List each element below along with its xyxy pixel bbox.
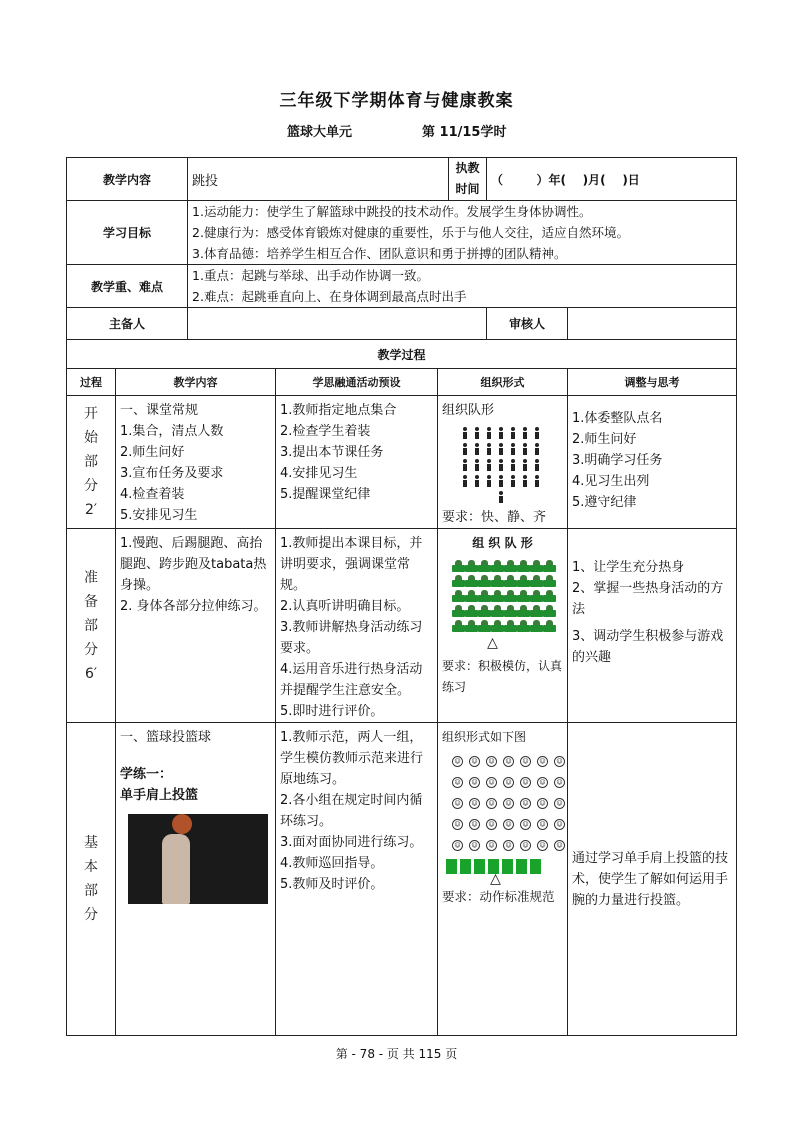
student-figure-icon	[486, 475, 492, 487]
goal-item: 3.体育品德：培养学生相互合作、团队意识和勇于拼搏的团队精神。	[192, 246, 567, 261]
student-figure-icon	[491, 620, 504, 632]
spacer	[474, 491, 480, 503]
student-figure-icon	[522, 443, 528, 455]
start-content: 一、课堂常规 1.集合，清点人数 2.师生问好 3.宣布任务及要求 4.检查着装 5.安排见习生	[116, 396, 276, 529]
student-figure-icon	[491, 590, 504, 602]
student-face-icon: ☺	[537, 798, 548, 809]
student-figure-icon	[465, 575, 478, 587]
student-figure-icon	[517, 560, 530, 572]
page-footer: 第 - 78 - 页 共 115 页	[335, 1047, 458, 1061]
keypoint-item: 1.重点：起跳与举球、出手动作协调一致。	[192, 268, 429, 283]
student-face-icon: ☺	[537, 819, 548, 830]
student-face-icon: ☺	[554, 819, 565, 830]
main-activities: 1.教师示范，两人一组，学生模仿教师示范来进行原地练习。 2.各小组在规定时间内循环练习。 3.面对面协同进行练习。 4.教师巡回指导。 5.教师及时评价。	[276, 723, 438, 1036]
student-figure-icon	[530, 590, 543, 602]
student-figure-icon	[543, 605, 556, 617]
goals-label: 学习目标	[67, 201, 188, 265]
col-header-reflection: 调整与思考	[568, 369, 737, 396]
student-figure-icon	[474, 459, 480, 471]
warmup-organization: 组 织 队 形 △ 要求：积极模仿，认真练习	[438, 529, 568, 723]
student-face-icon: ☺	[469, 798, 480, 809]
main-formation-diagram	[452, 756, 563, 851]
process-heading: 教学过程	[67, 340, 737, 369]
student-figure-icon	[504, 575, 517, 587]
keypoints-label: 教学重、难点	[67, 265, 188, 308]
student-figure-icon	[462, 427, 468, 439]
student-figure-icon	[486, 427, 492, 439]
teacher-triangle-icon: △	[490, 871, 501, 887]
start-organization: 组织队形 要求：快、静、齐	[438, 396, 568, 529]
col-header-phase: 过程	[67, 369, 116, 396]
spacer	[462, 491, 468, 503]
student-figure-icon	[478, 560, 491, 572]
student-face-icon: ☺	[452, 840, 463, 851]
student-face-icon: ☺	[554, 798, 565, 809]
keypoint-item: 2.难点：起跳垂直向上、在身体调到最高点时出手	[192, 289, 467, 304]
student-face-icon: ☺	[503, 777, 514, 788]
student-figure-icon	[452, 605, 465, 617]
team-marker-icon	[516, 859, 527, 874]
team-marker-icon	[502, 859, 513, 874]
student-figure-icon	[478, 590, 491, 602]
warmup-content: 1.慢跑、后踢腿跑、高抬腿跑、跨步跑及tabata热身操。 2. 身体各部分拉伸练习。	[116, 529, 276, 723]
student-figure-icon	[510, 443, 516, 455]
student-figure-icon	[504, 590, 517, 602]
student-figure-icon	[465, 560, 478, 572]
student-figure-icon	[462, 443, 468, 455]
spacer	[486, 491, 492, 503]
student-figure-icon	[543, 575, 556, 587]
reviewer-value	[568, 308, 737, 340]
student-figure-icon	[522, 459, 528, 471]
start-reflection: 1.体委整队点名 2.师生问好 3.明确学习任务 4.见习生出列 5.遵守纪律	[568, 396, 737, 529]
team-marker-icon	[474, 859, 485, 874]
jump-shot-photo	[128, 814, 268, 904]
student-face-icon: ☺	[503, 756, 514, 767]
student-face-icon: ☺	[469, 819, 480, 830]
student-figure-icon	[498, 443, 504, 455]
student-face-icon: ☺	[554, 777, 565, 788]
student-figure-icon	[452, 560, 465, 572]
student-face-icon: ☺	[520, 798, 531, 809]
student-figure-icon	[530, 575, 543, 587]
student-figure-icon	[486, 443, 492, 455]
phase-warmup: 准 备 部 分 6′	[67, 529, 116, 723]
student-figure-icon	[474, 427, 480, 439]
student-face-icon: ☺	[486, 798, 497, 809]
student-figure-icon	[452, 590, 465, 602]
student-figure-icon	[530, 620, 543, 632]
leader-figure-icon	[498, 491, 504, 503]
student-figure-icon	[452, 620, 465, 632]
student-face-icon: ☺	[469, 840, 480, 851]
student-figure-icon	[530, 605, 543, 617]
team-marker-icon	[446, 859, 457, 874]
content-label: 教学内容	[67, 158, 188, 201]
student-face-icon: ☺	[554, 840, 565, 851]
student-figure-icon	[462, 459, 468, 471]
student-figure-icon	[510, 427, 516, 439]
student-face-icon: ☺	[503, 840, 514, 851]
student-figure-icon	[462, 475, 468, 487]
warmup-activities: 1.教师提出本课目标，并讲明要求，强调课堂常规。 2.认真听讲明确目标。 3.教师讲解热身活动练习要求。 4.运用音乐进行热身活动并提醒学生注意安全。 5.即时进行评价。	[276, 529, 438, 723]
student-face-icon: ☺	[520, 819, 531, 830]
student-face-icon: ☺	[486, 840, 497, 851]
student-figure-icon	[510, 459, 516, 471]
col-header-content: 教学内容	[116, 369, 276, 396]
student-figure-icon	[534, 427, 540, 439]
student-face-icon: ☺	[486, 819, 497, 830]
warmup-formation-diagram	[452, 560, 563, 632]
student-figure-icon	[478, 620, 491, 632]
student-figure-icon	[474, 443, 480, 455]
student-face-icon: ☺	[452, 798, 463, 809]
main-reflection: 通过学习单手肩上投篮的技术，使学生了解如何运用手腕的力量进行投篮。	[568, 723, 737, 1036]
content-value: 跳投	[188, 158, 449, 201]
student-face-icon: ☺	[469, 756, 480, 767]
student-figure-icon	[534, 459, 540, 471]
start-activities: 1.教师指定地点集合 2.检查学生着装 3.提出本节课任务 4.安排见习生 5.提醒课堂纪律	[276, 396, 438, 529]
col-header-organization: 组织形式	[438, 369, 568, 396]
student-face-icon: ☺	[520, 840, 531, 851]
student-figure-icon	[465, 605, 478, 617]
student-figure-icon	[465, 590, 478, 602]
student-figure-icon	[491, 575, 504, 587]
exec-time-label: 执教 时间	[449, 158, 487, 201]
student-figure-icon	[534, 475, 540, 487]
student-figure-icon	[522, 427, 528, 439]
student-figure-icon	[478, 605, 491, 617]
student-figure-icon	[522, 475, 528, 487]
student-figure-icon	[474, 475, 480, 487]
student-figure-icon	[510, 475, 516, 487]
student-face-icon: ☺	[452, 819, 463, 830]
student-figure-icon	[498, 459, 504, 471]
student-figure-icon	[517, 620, 530, 632]
student-face-icon: ☺	[520, 777, 531, 788]
student-face-icon: ☺	[537, 756, 548, 767]
student-face-icon: ☺	[537, 777, 548, 788]
col-header-activities: 学思融通活动预设	[276, 369, 438, 396]
student-figure-icon	[504, 560, 517, 572]
basketball-icon	[172, 814, 192, 834]
goal-item: 1.运动能力：使学生了解篮球中跳投的技术动作。发展学生身体协调性。	[192, 204, 592, 219]
student-face-icon: ☺	[520, 756, 531, 767]
team-marker-icon	[530, 859, 541, 874]
student-face-icon: ☺	[452, 777, 463, 788]
lesson-number: 第 11/15学时	[422, 125, 507, 140]
student-face-icon: ☺	[503, 798, 514, 809]
reviewer-label: 审核人	[487, 308, 568, 340]
player-figure	[162, 834, 190, 904]
student-figure-icon	[543, 560, 556, 572]
student-face-icon: ☺	[486, 756, 497, 767]
student-figure-icon	[504, 620, 517, 632]
student-figure-icon	[491, 605, 504, 617]
goal-item: 2.健康行为：感受体育锻炼对健康的重要性，乐于与他人交往，适应自然环境。	[192, 225, 629, 240]
preparer-value	[188, 308, 487, 340]
student-figure-icon	[530, 560, 543, 572]
student-figure-icon	[517, 575, 530, 587]
document-title: 三年级下学期体育与健康教案	[279, 91, 514, 111]
student-figure-icon	[543, 620, 556, 632]
preparer-label: 主备人	[67, 308, 188, 340]
main-content: 一、篮球投篮球 学练一： 单手肩上投篮	[116, 723, 276, 1036]
student-face-icon: ☺	[503, 819, 514, 830]
date-field: （ ）年( )月( )日	[487, 158, 737, 201]
student-figure-icon	[478, 575, 491, 587]
student-figure-icon	[452, 575, 465, 587]
student-figure-icon	[465, 620, 478, 632]
phase-start: 开 始 部 分 2′	[67, 396, 116, 529]
student-figure-icon	[498, 475, 504, 487]
unit-label: 篮球大单元	[287, 125, 353, 140]
warmup-reflection: 1、让学生充分热身 2、掌握一些热身活动的方法 3、调动学生积极参与游戏的兴趣	[568, 529, 737, 723]
student-figure-icon	[517, 590, 530, 602]
student-face-icon: ☺	[537, 840, 548, 851]
student-figure-icon	[534, 443, 540, 455]
student-figure-icon	[491, 560, 504, 572]
student-figure-icon	[486, 459, 492, 471]
team-marker-icon	[460, 859, 471, 874]
main-organization: 组织形式如下图 ☺ ☺ ☺ ☺ ☺ ☺ ☺ ☺ ☺ ☺ ☺ ☺ ☺ ☺ ☺ ☺ ☺ ☺ ☺ ☺ ☺ ☺ ☺ ☺ ☺ ☺ ☺ ☺ ☺ ☺ ☺ ☺ ☺ ☺ ☺ △ 要求：动作标准规范	[438, 723, 568, 1036]
student-figure-icon	[517, 605, 530, 617]
student-face-icon: ☺	[469, 777, 480, 788]
teacher-triangle-icon: △	[487, 635, 498, 651]
keypoints-list	[188, 265, 737, 308]
student-figure-icon	[504, 605, 517, 617]
student-figure-icon	[543, 590, 556, 602]
student-face-icon: ☺	[554, 756, 565, 767]
student-face-icon: ☺	[486, 777, 497, 788]
goals-list	[188, 201, 737, 265]
student-figure-icon	[498, 427, 504, 439]
phase-main: 基 本 部 分	[67, 723, 116, 1036]
student-face-icon: ☺	[452, 756, 463, 767]
formation-diagram	[462, 427, 563, 503]
lesson-plan-table	[66, 157, 737, 1036]
